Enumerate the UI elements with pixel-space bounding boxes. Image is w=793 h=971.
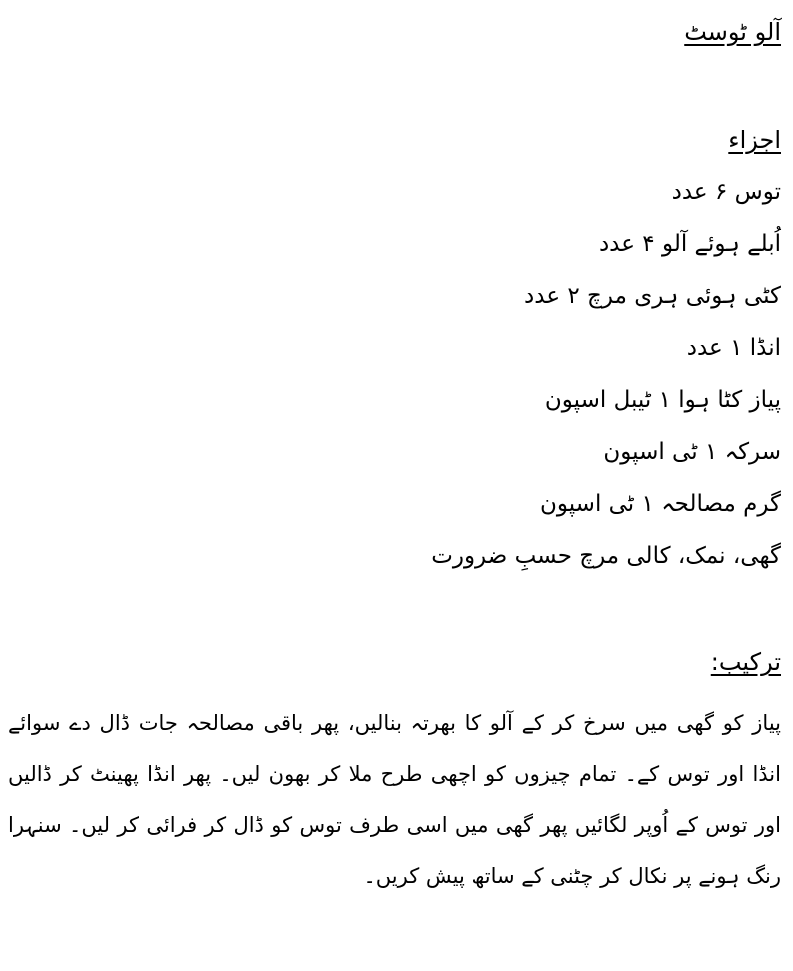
- ingredient-item: سرکہ ۱ ٹی اسپون: [603, 439, 781, 465]
- ingredients-heading: اجزاء: [728, 126, 781, 154]
- method-paragraph: پیاز کو گھی میں سرخ کر کے آلو کا بھرتہ بنالیں، پھر باقی مصالحہ جات ڈال دے سوائے انڈا اور توس کے۔ تمام چیزوں کو اچھی طرح ملا کر بھون لیں۔ پھر انڈا پھینٹ کر ڈالیں اور توس کے اُوپر لگائیں پھر گھی میں اسی طرف توس کو ڈال کر فرائی کر لیں۔ سنہرا رنگ ہونے پر نکال کر چٹنی کے ساتھ پیش کریں۔: [8, 711, 781, 888]
- ingredient-item: گھی، نمک، کالی مرچ حسبِ ضرورت: [431, 543, 781, 569]
- ingredient-item: گرم مصالحہ ۱ ٹی اسپون: [539, 491, 781, 517]
- ingredient-item: توس ۶ عدد: [671, 179, 781, 205]
- ingredient-item: کٹی ہوئی ہری مرچ ۲ عدد: [524, 283, 781, 309]
- ingredient-item: اُبلے ہوئے آلو ۴ عدد: [598, 231, 781, 257]
- ingredients-list: [431, 176, 781, 592]
- ingredient-item: پیاز کٹا ہوا ۱ ٹیبل اسپون: [544, 387, 781, 413]
- method-heading: ترکیب:: [710, 648, 781, 676]
- recipe-title: آلو ٹوسٹ: [684, 18, 781, 46]
- ingredient-item: انڈا ۱ عدد: [686, 335, 781, 361]
